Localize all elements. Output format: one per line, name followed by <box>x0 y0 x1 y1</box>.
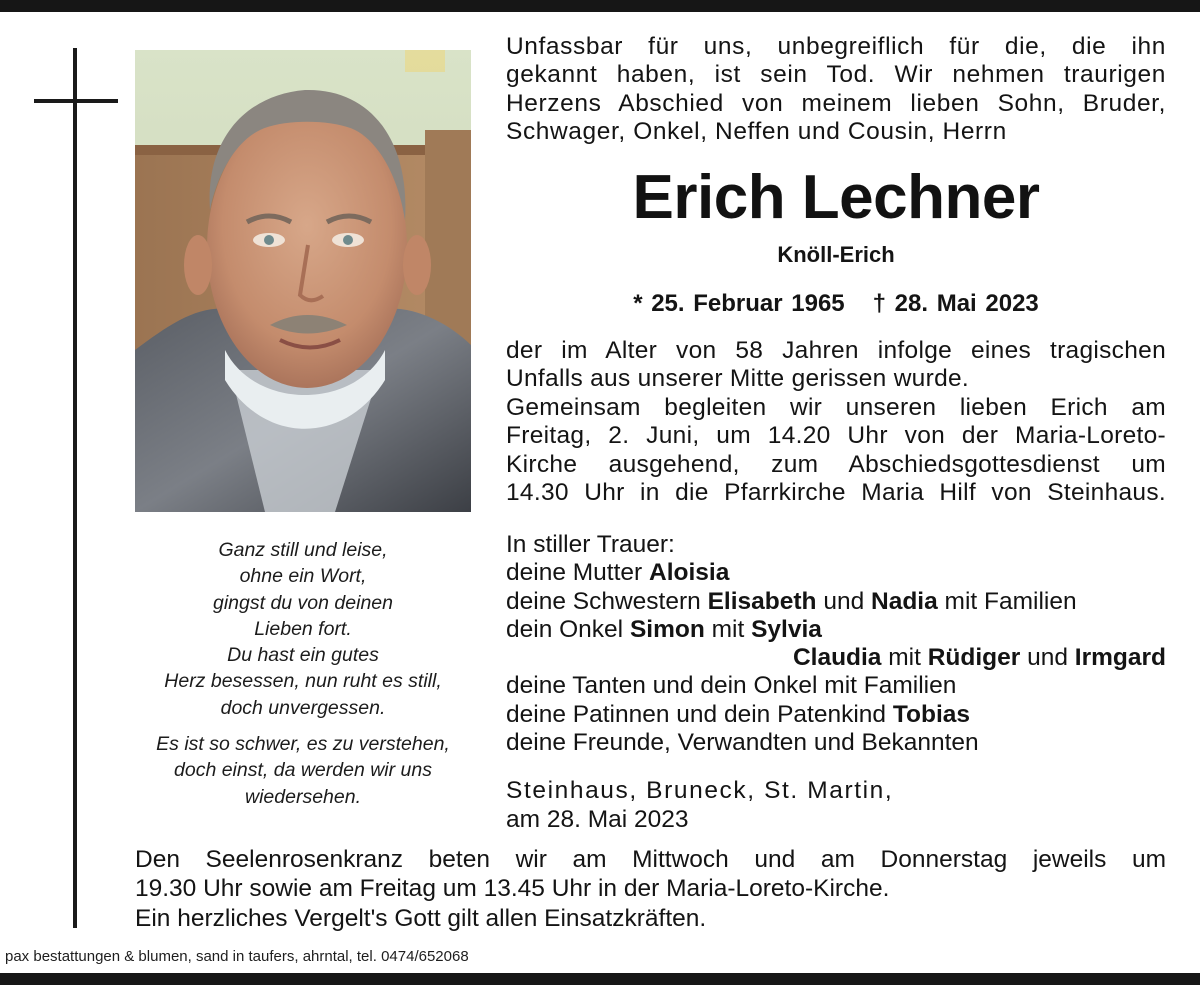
life-dates <box>506 289 1166 319</box>
intro-line: Schwager, Onkel, Neffen und Cousin, Herrn <box>506 118 1007 146</box>
deceased-name: Erich Lechner <box>632 163 1040 232</box>
poem-line: doch einst, da werden wir uns <box>174 759 432 782</box>
funeral-details <box>506 337 1166 507</box>
mourner-line-uncle: dein Onkel Simon mit Sylvia <box>506 615 822 643</box>
poem-line: gingst du von deinen <box>213 591 393 614</box>
closing-paragraph <box>135 845 1166 933</box>
body-line: 14.30 Uhr in die Pfarrkirche Maria Hilf von Steinhaus. <box>506 479 1166 507</box>
closing-line: Den Seelenrosenkranz beten wir am Mittwoch und am Donnerstag jeweils um <box>135 846 1166 873</box>
death-date: † 28. Mai 2023 <box>872 290 1039 317</box>
poem-line: Lieben fort. <box>254 617 352 640</box>
sister-name: Nadia <box>871 587 938 615</box>
birth-date: * 25. Februar 1965 <box>633 290 845 317</box>
notice-date: am 28. Mai 2023 <box>506 806 689 833</box>
sister-name: Elisabeth <box>707 587 817 615</box>
body-line: Kirche ausgehend, zum Abschiedsgottesdienst um <box>506 450 1166 478</box>
portrait-photo <box>135 50 471 512</box>
godchild-name: Tobias <box>892 700 971 728</box>
mourners-heading: In stiller Trauer: <box>506 531 675 558</box>
poem-line: Es ist so schwer, es zu verstehen, <box>156 733 450 756</box>
mourner-line-aunts: deine Tanten und dein Onkel mit Familien <box>506 672 957 700</box>
cousin-name: Irmgard <box>1074 644 1166 672</box>
uncle-partner-name: Sylvia <box>751 615 822 643</box>
intro-line: Unfassbar für uns, unbegreiflich für die, die ihn <box>506 33 1166 60</box>
place-towns: Steinhaus, Bruneck, St. Martin, <box>506 777 894 804</box>
body-line: der im Alter von 58 Jahren infolge eines tragischen <box>506 337 1166 364</box>
uncle-name: Simon <box>629 615 705 643</box>
mourner-line-mother: deine Mutter Aloisia <box>506 559 730 587</box>
body-line: Freitag, 2. Juni, um 14.20 Uhr von der Maria-Loreto- <box>506 422 1166 450</box>
poem-line: ohne ein Wort, <box>239 565 367 588</box>
poem-line: Ganz still und leise, <box>218 539 388 561</box>
poem-line: doch unvergessen. <box>220 696 386 719</box>
memorial-poem <box>135 537 471 810</box>
body-line: Unfalls aus unserer Mitte gerissen wurde. <box>506 365 970 393</box>
poem-line: wiedersehen. <box>245 785 361 808</box>
body-line: Gemeinsam begleiten wir unseren lieben Erich am <box>506 393 1166 421</box>
cousin-name: Rüdiger <box>927 644 1021 672</box>
mourners-list <box>506 531 1166 757</box>
mother-name: Aloisia <box>649 559 730 587</box>
intro-line: gekannt haben, ist sein Tod. Wir nehmen traurigen <box>506 61 1166 89</box>
intro-line: Herzens Abschied von meinem lieben Sohn, Bruder, <box>506 89 1166 117</box>
mourner-line-friends: deine Freunde, Verwandten und Bekannten <box>506 729 979 757</box>
poem-stanza-2 <box>135 731 471 810</box>
place-and-date <box>506 776 1166 834</box>
poem-line: Du hast ein gutes <box>227 644 379 667</box>
mourner-line-cousins: Claudia mit Rüdiger und Irmgard <box>792 644 1166 672</box>
closing-line: Ein herzliches Vergelt's Gott gilt allen Einsatzkräften. <box>135 904 707 932</box>
intro-paragraph <box>506 33 1166 147</box>
mourner-line-sisters: deine Schwestern Elisabeth und Nadia mit Familien <box>506 587 1077 615</box>
closing-line: 19.30 Uhr sowie am Freitag um 13.45 Uhr in der Maria-Loreto-Kirche. <box>135 875 890 903</box>
mourner-line-godparents: deine Patinnen und dein Patenkind Tobias <box>506 700 971 728</box>
poem-line: Herz besessen, nun ruht es still, <box>164 670 442 693</box>
deceased-nickname: Knöll-Erich <box>777 242 895 267</box>
undertaker-footer: pax bestattungen & blumen, sand in taufers, ahrntal, tel. 0474/652068 <box>5 948 469 965</box>
cousin-name: Claudia <box>792 644 882 672</box>
